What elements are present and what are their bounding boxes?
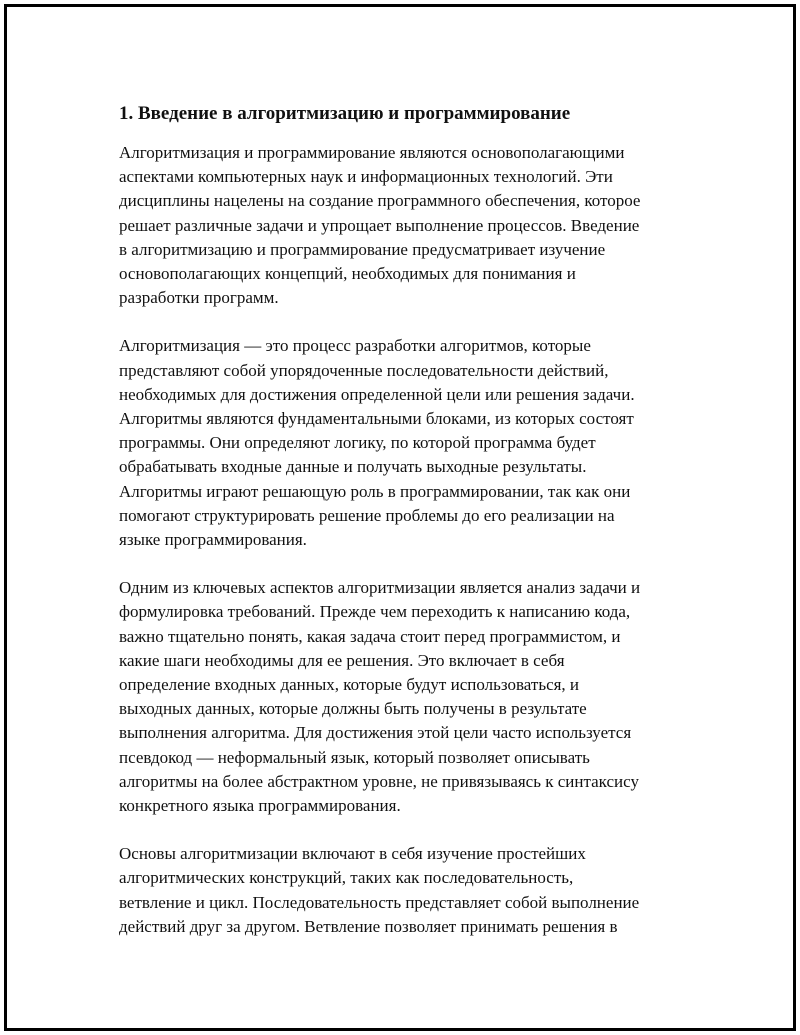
text-line: представляют собой упорядоченные последовательности действий,	[119, 360, 609, 380]
paragraph	[119, 141, 699, 310]
text-line: определение входных данных, которые будут использоваться, и	[119, 675, 580, 695]
text-line: в алгоритмизацию и программирование предусматривает изучение	[119, 239, 606, 259]
text-line: выполнения алгоритма. Для достижения этой цели часто используется	[119, 723, 632, 743]
text-line: дисциплины нацелены на создание программного обеспечения, которое	[119, 191, 641, 211]
text-line: языке программирования.	[119, 530, 307, 550]
paragraphs	[119, 141, 699, 939]
paragraph	[119, 334, 699, 552]
text-line: основополагающих концепций, необходимых для понимания и	[119, 264, 576, 284]
text-line: важно тщательно понять, какая задача стоит перед программистом, и	[119, 626, 621, 646]
paragraph	[119, 576, 699, 818]
text-line: программы. Они определяют логику, по которой программа будет	[119, 433, 596, 453]
text-line: алгоритмы на более абстрактном уровне, не привязываясь к синтаксису	[119, 771, 639, 791]
text-line: Алгоритмы играют решающую роль в программировании, так как они	[119, 481, 631, 501]
text-line: алгоритмических конструкций, таких как последовательность,	[119, 868, 574, 888]
paragraph	[119, 842, 699, 939]
text-line: Алгоритмизация — это процесс разработки алгоритмов, которые	[119, 336, 591, 356]
text-line: необходимых для достижения определенной цели или решения задачи.	[119, 384, 635, 404]
document-body	[119, 101, 699, 963]
text-line: псевдокод — неформальный язык, который позволяет описывать	[119, 747, 590, 767]
text-line: какие шаги необходимы для ее решения. Это включает в себя	[119, 650, 565, 670]
text-line: решает различные задачи и упрощает выполнение процессов. Введение	[119, 215, 640, 235]
text-line: конкретного языка программирования.	[119, 796, 401, 816]
text-line: разработки программ.	[119, 288, 279, 308]
text-line: Алгоритмизация и программирование являются основополагающими	[119, 143, 625, 162]
text-line: выходных данных, которые должны быть получены в результате	[119, 699, 587, 719]
text-line: формулировка требований. Прежде чем переходить к написанию кода,	[119, 602, 631, 622]
text-line: Основы алгоритмизации включают в себя изучение простейших	[119, 844, 586, 864]
text-line: обрабатывать входные данные и получать выходные результаты.	[119, 457, 587, 477]
text-line: Алгоритмы являются фундаментальными блоками, из которых состоят	[119, 409, 634, 429]
page-frame	[4, 4, 796, 1031]
text-line: помогают структурировать решение проблемы до его реализации на	[119, 505, 615, 525]
text-line: Одним из ключевых аспектов алгоритмизации является анализ задачи и	[119, 578, 641, 598]
text-line: аспектами компьютерных наук и информационных технологий. Эти	[119, 167, 613, 187]
text-line: действий друг за другом. Ветвление позволяет принимать решения в	[119, 916, 618, 936]
section-heading: 1. Введение в алгоритмизацию и программирование	[119, 103, 571, 124]
text-line: ветвление и цикл. Последовательность представляет собой выполнение	[119, 892, 640, 912]
